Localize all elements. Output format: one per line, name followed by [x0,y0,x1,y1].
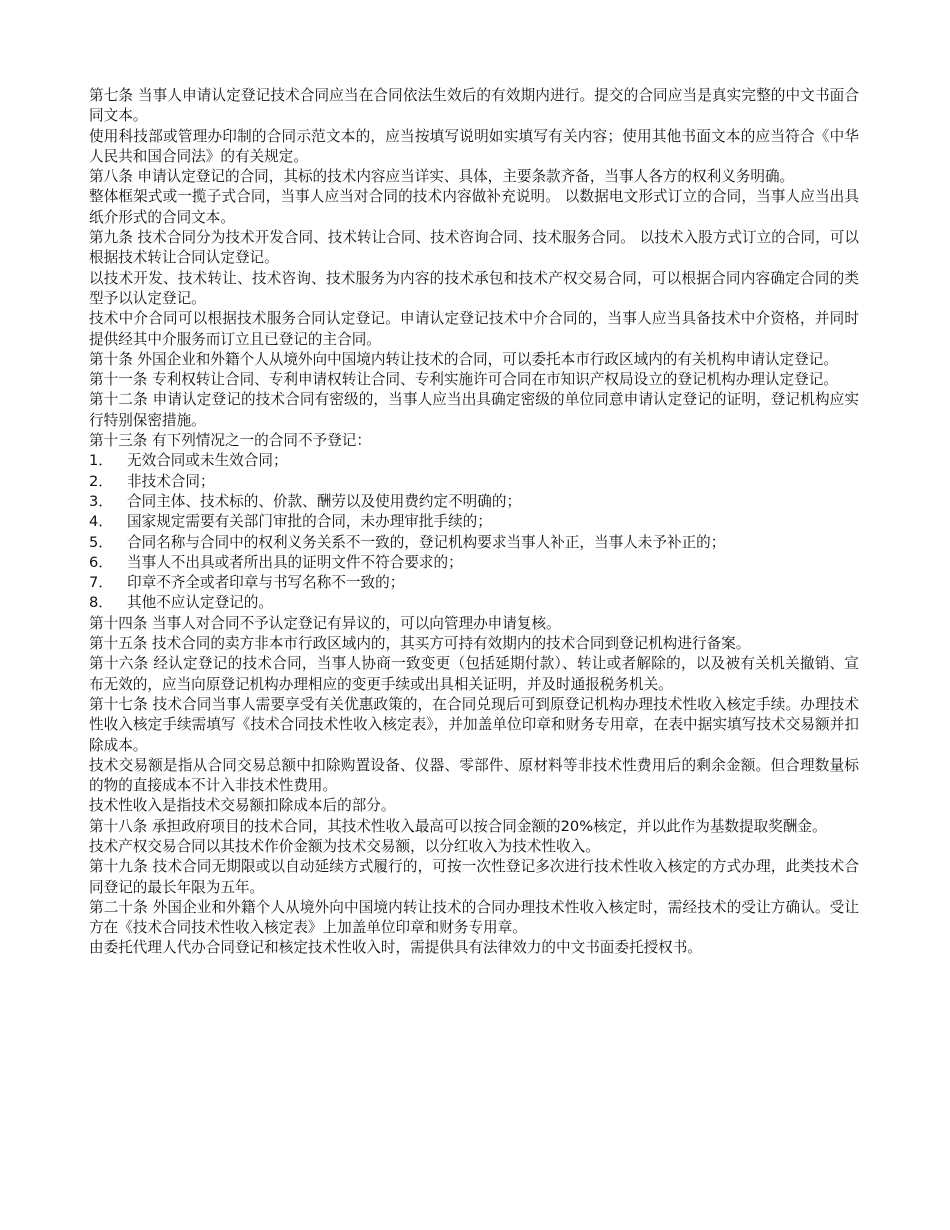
paragraph-article-7: 第七条 当事人申请认定登记技术合同应当在合同依法生效后的有效期内进行。提交的合同应当是真实完整的中文书面合同文本。 [89,87,859,125]
list-item-number: 7． [89,574,113,592]
paragraph-article-11: 第十一条 专利权转让合同、专利申请权转让合同、专利实施许可合同在市知识产权局设立的登记机构办理认定登记。 [89,371,838,389]
list-item [89,492,859,512]
list-item [89,573,859,593]
paragraph-property-rights-contract: 技术产权交易合同以其技术作价金额为技术交易额，以分红收入为技术性收入。 [89,837,600,855]
list-item-number: 1． [89,452,113,470]
list-item-number: 2． [89,472,113,490]
list-item [89,451,859,471]
paragraph-technical-income: 技术性收入是指技术交易额扣除成本后的部分。 [89,797,396,815]
paragraph-article-13: 第十三条 有下列情况之一的合同不予登记： [89,432,371,450]
document-body [89,86,859,959]
list-item-text: 当事人不出具或者所出具的证明文件不符合要求的； [127,553,463,571]
list-item-text: 印章不齐全或者印章与书写名称不一致的； [127,574,405,592]
paragraph-article-12: 第十二条 申请认定登记的技术合同有密级的，当事人应当出具确定密级的单位同意申请认定登记的证明，登记机构应实行特别保密措施。 [89,391,859,429]
list-item-text: 国家规定需要有关部门审批的合同，未办理审批手续的； [127,513,492,531]
list-item [89,533,859,553]
list-item-text: 无效合同或未生效合同； [127,452,288,470]
paragraph-framework-contract: 整体框架式或一揽子式合同，当事人应当对合同的技术内容做补充说明。 以数据电文形式订立的合同，当事人应当出具纸介形式的合同文本。 [89,188,859,226]
paragraph-article-14: 第十四条 当事人对合同不予认定登记有异议的，可以向管理办申请复核。 [89,614,561,632]
list-item-number: 3． [89,492,113,510]
list-item-number: 6． [89,553,113,571]
paragraph-transaction-amount: 技术交易额是指从合同交易总额中扣除购置设备、仪器、零部件、原材料等非技术性费用后的剩余金额。但合理数量标的物的直接成本不计入非技术性费用。 [89,756,859,795]
paragraph-power-of-attorney: 由委托代理人代办合同登记和核定技术性收入时，需提供具有法律效力的中文书面委托授权书。 [89,939,702,957]
paragraph-article-10: 第十条 外国企业和外籍个人从境外向中国境内转让技术的合同，可以委托本市行政区域内的有关机构申请认定登记。 [89,350,838,368]
list-item-number: 8． [89,594,113,612]
list-item-text: 合同主体、技术标的、价款、酬劳以及使用费约定不明确的； [127,492,522,510]
paragraph-article-8: 第八条 申请认定登记的合同，其标的技术内容应当详实、具体，主要条款齐备，当事人各方的权利义务明确。 [89,168,795,186]
paragraph-sample-text: 使用科技部或管理办印制的合同示范文本的，应当按填写说明如实填写有关内容；使用其他书面文本的应当符合《中华人民共和国合同法》的有关规定。 [89,127,859,165]
list-item [89,553,859,573]
paragraph-intermediary-contract: 技术中介合同可以根据技术服务合同认定登记。申请认定登记技术中介合同的，当事人应当具备技术中介资格，并同时提供经其中介服务而订立且已登记的主合同。 [89,310,859,348]
paragraph-article-16: 第十六条 经认定登记的技术合同，当事人协商一致变更（包括延期付款）、转让或者解除的，以及被有关机关撤销、宣布无效的，应当向原登记机构办理相应的变更手续或出具相关证明，并及时通报税务机关。 [89,655,859,693]
list-item-number: 5． [89,533,113,551]
paragraph-article-18: 第十八条 承担政府项目的技术合同，其技术性收入最高可以按合同金额的20%核定，并以此作为基数提取奖酬金。 [89,817,827,835]
list-item [89,472,859,492]
paragraph-article-15: 第十五条 技术合同的卖方非本市行政区域内的，其买方可持有效期内的技术合同到登记机构进行备案。 [89,635,751,653]
list-item-text: 非技术合同； [127,472,215,490]
paragraph-contract-types: 以技术开发、技术转让、技术咨询、技术服务为内容的技术承包和技术产权交易合同，可以根据合同内容确定合同的类型予以认定登记。 [89,269,859,307]
list-item-text: 其他不应认定登记的。 [127,594,273,612]
list-item [89,512,859,532]
paragraph-article-17: 第十七条 技术合同当事人需要享受有关优惠政策的，在合同兑现后可到原登记机构办理技术性收入核定手续。办理技术性收入核定手续需填写《技术合同技术性收入核定表》，并加盖单位印章和财务专用章，在表中据实填写技术交易额并扣除成本。 [89,695,859,754]
paragraph-article-20: 第二十条 外国企业和外籍个人从境外向中国境内转让技术的合同办理技术性收入核定时，需经技术的受让方确认。受让方在《技术合同技术性收入核定表》上加盖单位印章和财务专用章。 [89,898,859,937]
list-item [89,593,859,613]
list-item-number: 4． [89,513,113,531]
paragraph-article-19: 第十九条 技术合同无期限或以自动延续方式履行的，可按一次性登记多次进行技术性收入核定的方式办理，此类技术合同登记的最长年限为五年。 [89,858,859,896]
paragraph-article-9: 第九条 技术合同分为技术开发合同、技术转让合同、技术咨询合同、技术服务合同。 以技术入股方式订立的合同，可以根据技术转让合同认定登记。 [89,229,859,267]
list-item-text: 合同名称与合同中的权利义务关系不一致的，登记机构要求当事人补正，当事人未予补正的； [127,533,726,551]
